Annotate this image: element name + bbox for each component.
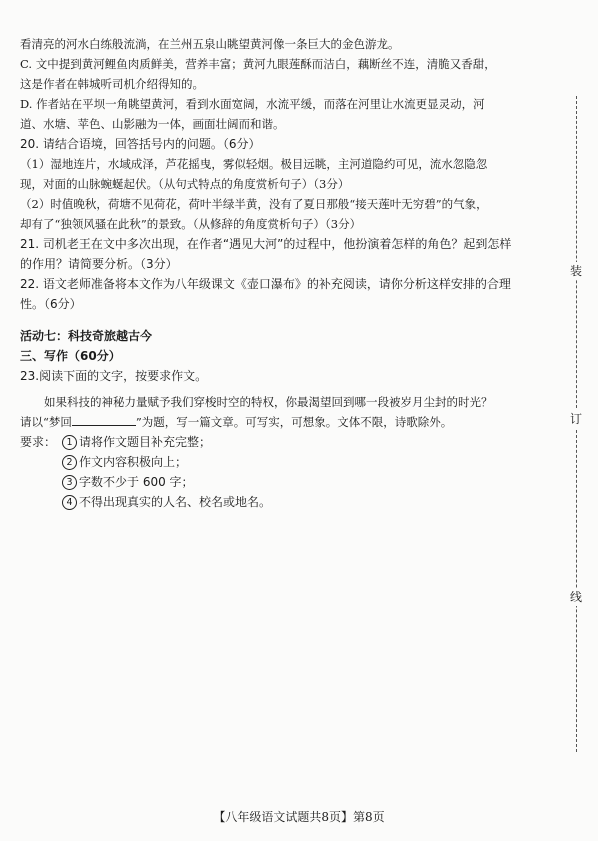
requirement-row-1 bbox=[20, 432, 550, 452]
option-d-line-2: 道、水塘、苹色、山影融为一体，画面壮阔而和谐。 bbox=[20, 117, 285, 131]
requirements-label: 要求： bbox=[20, 435, 57, 449]
question-20-part-2-line-2: 却有了“独领风骚在此秋”的景致。（从修辞的角度赏析句子）（3分） bbox=[20, 217, 362, 231]
question-21-line-2: 的作用？请简要分析。（3分） bbox=[20, 257, 178, 271]
spacer bbox=[20, 314, 550, 326]
question-22-line-1: 22. 语文老师准备将本文作为八年级课文《壶口瀑布》的补充阅读，请你分析这样安排的合理 bbox=[20, 277, 511, 291]
page-footer: 【八年级语文试题共8页】第8页 bbox=[213, 810, 385, 824]
question-20-part-2-line-1: （2）时值晚秋，荷塘不见荷花，荷叶半绿半黄，没有了夏日那般“接天莲叶无穷碧”的气象， bbox=[20, 197, 488, 211]
option-c-line-2: 这是作者在韩城听司机介绍得知的。 bbox=[20, 77, 204, 91]
question-20: 20. 请结合语境，回答括号内的问题。（6分） bbox=[20, 137, 261, 151]
circled-number: 3 bbox=[62, 475, 77, 490]
binding-mark-ding: 订 bbox=[569, 412, 582, 426]
essay-prompt-prefix: 请以“梦回 bbox=[20, 415, 72, 429]
requirement-row-2 bbox=[20, 452, 550, 472]
essay-prompt-line-1: 如果科技的神秘力量赋予我们穿梭时空的特权，你最渴望回到哪一段被岁月尘封的时光？ bbox=[44, 395, 493, 409]
page-content bbox=[20, 34, 550, 512]
section-3-heading: 三、写作（60分） bbox=[20, 349, 121, 363]
circled-number: 1 bbox=[62, 435, 77, 450]
essay-prompt-suffix: ”为题，写一篇文章。可写实，可想象。文体不限，诗歌除外。 bbox=[135, 415, 453, 429]
circled-number: 4 bbox=[62, 495, 77, 510]
option-c-line-1: C. 文中提到黄河鲤鱼肉质鲜美，营养丰富；黄河九眼莲酥而洁白，藕断丝不连，清脆又香甜， bbox=[20, 57, 496, 71]
circled-number: 2 bbox=[62, 455, 77, 470]
requirement-row-3 bbox=[20, 472, 550, 492]
requirement-text: 字数不少于 600 字； bbox=[79, 475, 194, 489]
question-20-part-1-line-1: （1）湿地连片，水域成泽，芦花摇曳，雾似轻烟。极目远眺，主河道隐约可见，流水忽隐忽 bbox=[20, 157, 488, 171]
binding-mark-xian: 线 bbox=[569, 590, 582, 604]
question-22-line-2: 性。（6分） bbox=[20, 297, 82, 311]
essay-prompt-line-2 bbox=[20, 412, 550, 432]
question-21-line-1: 21. 司机老王在文中多次出现，在作者“遇见大河”的过程中，他扮演着怎样的角色？起到怎样 bbox=[20, 237, 512, 251]
option-b-continuation: 看清亮的河水白练般流淌，在兰州五泉山眺望黄河像一条巨大的金色游龙。 bbox=[20, 37, 400, 51]
option-d-line-1: D. 作者站在平坝一角眺望黄河，看到水面宽阔，水流平缓，而落在河里让水流更显灵动，河 bbox=[20, 97, 485, 111]
requirement-text: 作文内容积极向上； bbox=[79, 455, 188, 469]
title-blank bbox=[72, 413, 136, 426]
requirement-row-4 bbox=[20, 492, 550, 512]
requirement-text: 请将作文题目补充完整； bbox=[79, 435, 212, 449]
activity-7-heading: 活动七：科技奇旅越古今 bbox=[20, 329, 153, 343]
requirement-text: 不得出现真实的人名、校名或地名。 bbox=[79, 495, 272, 509]
question-20-part-1-line-2: 现，对面的山脉蜿蜒起伏。（从句式特点的角度赏析句子）（3分） bbox=[20, 177, 350, 191]
question-23: 23.阅读下面的文字，按要求作文。 bbox=[20, 369, 208, 383]
binding-mark-zhuang: 装 bbox=[569, 264, 582, 278]
